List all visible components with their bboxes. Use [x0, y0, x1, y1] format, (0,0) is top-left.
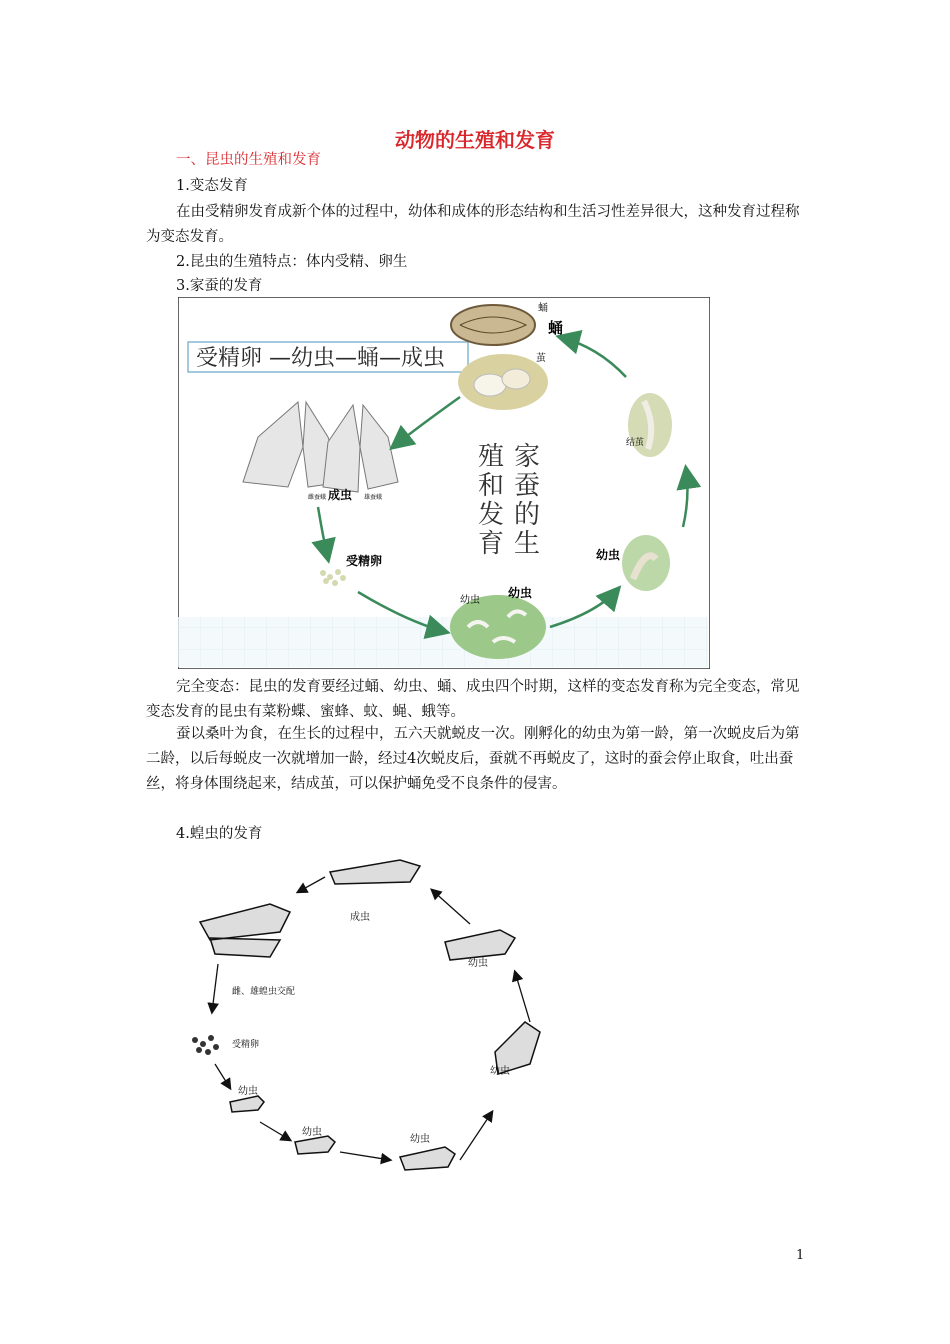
- nymph2-label: 幼虫: [302, 1127, 322, 1138]
- egg-label: 受精卵: [346, 554, 383, 568]
- adult-label: 成虫: [328, 488, 353, 502]
- locust-egg-label: 受精卵: [232, 1040, 260, 1050]
- paragraph-definition: 在由受精卵发育成新个体的过程中，幼体和成体的形态结构和生活习性差异很大，这种发育过程称为变态发育。: [146, 204, 800, 245]
- title-char: 和: [478, 471, 505, 501]
- title-char: 的: [514, 500, 541, 530]
- nymph2-image: [295, 1136, 335, 1154]
- title-char: 发: [478, 500, 505, 530]
- nymph5-image: [445, 930, 515, 960]
- figure1-title: [478, 442, 548, 559]
- nymph1-image: [230, 1096, 264, 1112]
- larva-right-label: 幼虫: [596, 548, 621, 562]
- title-char: 蚕: [514, 471, 541, 501]
- adult-locust-image: [330, 860, 420, 884]
- nymph3-image: [400, 1147, 455, 1170]
- title-char: 家: [514, 442, 541, 472]
- spinning-label: 结茧: [626, 438, 645, 448]
- pupa-label: 蛹: [548, 319, 564, 337]
- lifecycle-banner: 受精卵 —幼虫—蛹—成虫: [196, 346, 445, 371]
- nymph1-label: 幼虫: [238, 1086, 258, 1097]
- mating-label: 雌、雄蝗虫交配: [232, 987, 296, 997]
- page-number: 1: [796, 1248, 805, 1263]
- section-heading: 一、昆虫的生殖和发育: [176, 152, 321, 168]
- item-locust: 4.蝗虫的发育: [176, 826, 263, 842]
- nymph5-label: 幼虫: [468, 958, 488, 969]
- page-title: 动物的生殖和发育: [395, 128, 555, 152]
- larva-label: 幼虫: [508, 586, 533, 600]
- nymph4-label: 幼虫: [490, 1066, 510, 1077]
- title-char: 育: [478, 529, 505, 559]
- larva-small-label: 幼虫: [460, 595, 480, 606]
- item-reproduction: 2.昆虫的生殖特点：体内受精、卵生: [176, 254, 408, 270]
- silkworm-lifecycle-figure: [178, 297, 710, 669]
- adult-label: 成虫: [350, 912, 370, 923]
- larva-right-image: [622, 535, 670, 591]
- title-char: 殖: [478, 442, 505, 472]
- locust-lifecycle-figure: [170, 842, 570, 1197]
- item-silkworm: 3.家蚕的发育: [176, 278, 263, 294]
- female-moth-label: 雌蚕蛾: [308, 494, 327, 501]
- locust-eggs-image: [192, 1035, 219, 1055]
- mating-locusts-image: [200, 904, 290, 957]
- title-char: 生: [514, 529, 541, 559]
- item-metamorphosis: 1.变态发育: [176, 178, 248, 194]
- pupa-image: [451, 305, 535, 345]
- nymph3-label: 幼虫: [410, 1134, 430, 1145]
- paragraph-complete-metamorphosis: 完全变态：昆虫的发育要经过蛹、幼虫、蛹、成虫四个时期，这样的变态发育称为完全变态，常见变态发育的昆虫有菜粉蝶、蜜蜂、蚊、蝇、蛾等。: [146, 679, 800, 720]
- pupa-small-label: 蛹: [538, 303, 548, 314]
- cocoon-label: 茧: [536, 353, 546, 364]
- male-moth-label: 雄蚕蛾: [364, 494, 383, 501]
- paragraph-silkworm-molting: 蚕以桑叶为食，在生长的过程中，五六天就蜕皮一次。刚孵化的幼虫为第一龄，第一次蜕皮后为第二龄，以后每蜕皮一次就增加一龄，经过4次蜕皮后，蚕就不再蜕皮了，这时的蚕会停止取食，吐出蚕丝，将身体围绕起来，结成茧，可以保护蛹免受不良条件的侵害。: [146, 726, 800, 792]
